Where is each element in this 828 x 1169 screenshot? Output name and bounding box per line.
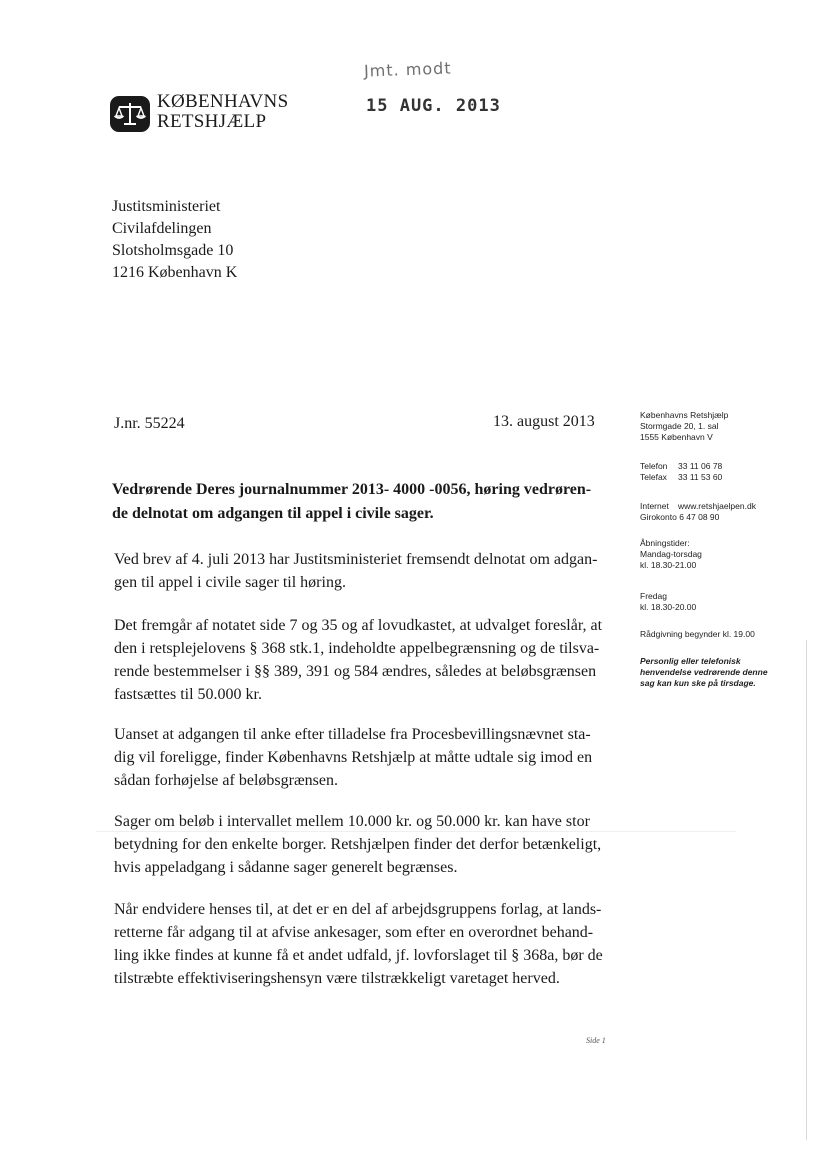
body-line: gen til appel i civile sager til høring. — [114, 574, 346, 591]
contact-note — [640, 656, 810, 689]
address-line: Stormgade 20, 1. sal — [640, 421, 719, 431]
body-line: tilstræbte effektiviseringshensyn være tilstrækkeligt varetaget herved. — [114, 970, 560, 987]
internet-value: www.retshjaelpen.dk — [678, 501, 756, 511]
recipient-line: Slotsholmsgade 10 — [112, 242, 234, 259]
paragraph-2 — [114, 614, 608, 706]
note-line: henvendelse vedrørende denne — [640, 667, 768, 677]
body-line: Det fremgår af notatet side 7 og 35 og af lovudkastet, at udvalget foreslår, at — [114, 617, 603, 634]
body-line: den i retsplejelovens § 368 stk.1, indeholdte appelbegrænsning og de tilsva- — [114, 640, 600, 657]
phone-block — [640, 461, 810, 483]
advice-start: Rådgivning begynder kl. 19.00 — [640, 629, 755, 639]
sender-address — [640, 410, 810, 443]
subject-line: de delnotat om adgangen til appel i civile sager. — [112, 505, 434, 522]
recipient-address — [112, 196, 237, 284]
telefon-label: Telefon — [640, 461, 668, 471]
opening-hours — [640, 538, 810, 571]
internet-label: Internet — [640, 501, 669, 511]
logo-line-1: KØBENHAVNS — [157, 91, 289, 112]
hours-time-2: kl. 18.30-20.00 — [640, 602, 697, 612]
logo-wordmark — [157, 92, 288, 132]
recipient-line: Justitsministeriet — [112, 198, 221, 215]
body-line: sådan forhøjelse af beløbsgrænsen. — [114, 772, 338, 789]
paragraph-4 — [114, 810, 608, 879]
received-date-stamp: 15 AUG. 2013 — [366, 96, 501, 116]
paragraph-5 — [114, 898, 608, 990]
paragraph-3 — [114, 723, 608, 792]
hours-label: Åbningstider: — [640, 538, 690, 548]
body-line: ling ikke findes at kunne få et andet udfald, jf. lovforslaget til § 368a, bør de — [114, 947, 603, 964]
body-line: rende bestemmelser i §§ 389, 391 og 584 ændres, således at beløbsgrænsen — [114, 663, 597, 680]
subject-heading — [112, 478, 602, 526]
body-line: Når endvidere henses til, at det er en del af arbejdsgruppens forlag, at lands- — [114, 901, 602, 918]
paragraph-1 — [114, 548, 608, 594]
body-line: hvis appeladgang i sådanne sager generelt begrænses. — [114, 859, 458, 876]
body-line: Uanset at adgangen til anke efter tilladelse fra Procesbevillingsnævnet sta- — [114, 726, 591, 743]
body-line: Ved brev af 4. juli 2013 har Justitsministeriet fremsendt delnotat om adgan- — [114, 551, 598, 568]
opening-hours-friday — [640, 591, 810, 613]
scan-faint-line — [96, 831, 736, 832]
body-line: fastsættes til 50.000 kr. — [114, 686, 262, 703]
telefon-value: 33 11 06 78 — [678, 461, 723, 471]
hours-day-2: Fredag — [640, 591, 667, 601]
body-line: betydning for den enkelte borger. Retshjælpen finder det derfor betænkeligt, — [114, 836, 602, 853]
body-line: retterne får adgang til at afvise ankesager, som efter en overordnet behand- — [114, 924, 594, 941]
stamp-handwritten-note: Jmt. modt — [363, 58, 452, 81]
recipient-line: 1216 København K — [112, 264, 238, 281]
body-line: Sager om beløb i intervallet mellem 10.000 kr. og 50.000 kr. kan have stor — [114, 813, 590, 830]
address-line: 1555 København V — [640, 432, 713, 442]
telefax-value: 33 11 53 60 — [678, 472, 723, 482]
hours-day-1: Mandag-torsdag — [640, 549, 702, 559]
recipient-line: Civilafdelingen — [112, 220, 212, 237]
page-number: Side 1 — [586, 1036, 606, 1045]
scan-edge-line — [806, 640, 807, 1140]
note-line: Personlig eller telefonisk — [640, 656, 741, 666]
subject-line: Vedrørende Deres journalnummer 2013- 4000 -0056, høring vedrøren- — [112, 481, 592, 498]
hours-time-1: kl. 18.30-21.00 — [640, 560, 697, 570]
address-line: Københavns Retshjælp — [640, 410, 729, 420]
letter-date: 13. august 2013 — [493, 413, 595, 430]
journal-reference: J.nr. 55224 — [114, 415, 185, 432]
note-line: sag kan kun ske på tirsdage. — [640, 678, 756, 688]
telefax-label: Telefax — [640, 472, 667, 482]
logo-line-2: RETSHJÆLP — [157, 111, 267, 132]
body-line: dig vil foreligge, finder Københavns Retshjælp at måtte udtale sig imod en — [114, 749, 593, 766]
girokonto: Girokonto 6 47 08 90 — [640, 512, 720, 522]
scales-icon — [110, 96, 150, 132]
logo-badge — [110, 96, 150, 132]
web-block — [640, 501, 810, 523]
